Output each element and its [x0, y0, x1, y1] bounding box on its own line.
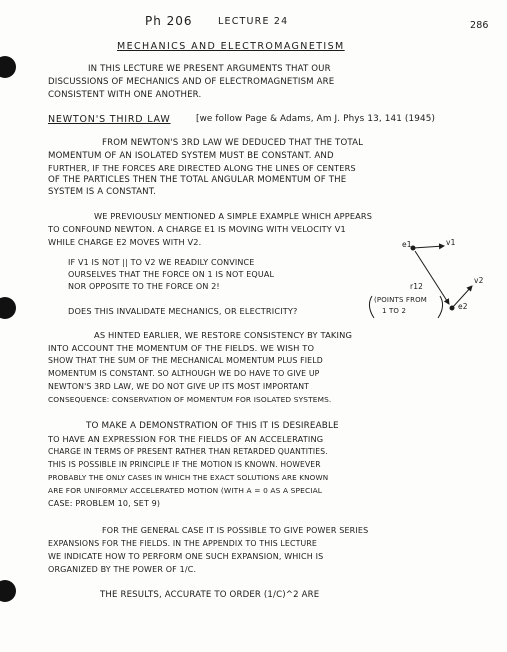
para5-line-3: CHARGE IN TERMS OF PRESENT RATHER THAN RETARDED QUANTITIES. — [48, 447, 328, 456]
intro-line-3: CONSISTENT WITH ONE ANOTHER. — [48, 90, 202, 100]
para6-line-2: EXPANSIONS FOR THE FIELDS. IN THE APPENDIX TO THIS LECTURE — [48, 539, 318, 548]
velocity-v1-arrow — [413, 246, 444, 248]
lecture-label: LECTURE 24 — [218, 16, 289, 27]
para1-line-2: MOMENTUM OF AN ISOLATED SYSTEM MUST BE CONSTANT. AND — [48, 151, 334, 161]
section-heading: NEWTON'S THIRD LAW — [48, 114, 171, 125]
label-e2: e2 — [458, 302, 468, 311]
para5-line-5: PROBABLY THE ONLY CASES IN WHICH THE EXACT SOLUTIONS ARE KNOWN — [48, 473, 329, 482]
para4-line-3: SHOW THAT THE SUM OF THE MECHANICAL MOMENTUM PLUS FIELD — [48, 356, 323, 365]
section-reference: [we follow Page & Adams, Am J. Phys 13, 141 (1945) — [196, 114, 436, 124]
para6-line-3: WE INDICATE HOW TO PERFORM ONE SUCH EXPANSION, WHICH IS — [48, 552, 324, 561]
para3-line-3: NOR OPPOSITE TO THE FORCE ON 2! — [68, 282, 220, 291]
label-r12: r12 — [410, 282, 424, 291]
diagram-note-line-1: (POINTS FROM — [374, 296, 427, 304]
para4-line-1: AS HINTED EARLIER, WE RESTORE CONSISTENCY BY TAKING — [94, 330, 353, 340]
para5-line-6: ARE FOR UNIFORMLY ACCELERATED MOTION (WITH A = 0 AS A SPECIAL — [48, 486, 323, 495]
para1-line-4: OF THE PARTICLES THEN THE TOTAL ANGULAR MOMENTUM OF THE — [48, 175, 347, 185]
para4-line-2: INTO ACCOUNT THE MOMENTUM OF THE FIELDS. WE WISH TO — [48, 343, 315, 353]
question-line: DOES THIS INVALIDATE MECHANICS, OR ELECTRICITY? — [68, 306, 298, 316]
para2-line-2: TO CONFOUND NEWTON. A CHARGE E1 IS MOVING WITH VELOCITY V1 — [48, 224, 346, 234]
para6-line-1: FOR THE GENERAL CASE IT IS POSSIBLE TO GIVE POWER SERIES — [102, 526, 369, 535]
para3-line-2: OURSELVES THAT THE FORCE ON 1 IS NOT EQUAL — [68, 270, 275, 279]
page-title: MECHANICS AND ELECTROMAGNETISM — [117, 41, 345, 52]
course-label: Ph 206 — [145, 14, 193, 28]
para4-line-6: CONSEQUENCE: CONSERVATION OF MOMENTUM FOR ISOLATED SYSTEMS. — [48, 395, 332, 404]
final-line: THE RESULTS, ACCURATE TO ORDER (1/C)^2 ARE — [100, 590, 320, 600]
para2-line-1: WE PREVIOUSLY MENTIONED A SIMPLE EXAMPLE WHICH APPEARS — [94, 211, 373, 221]
para1-line-5: SYSTEM IS A CONSTANT. — [48, 187, 156, 197]
para1-line-3: FURTHER, IF THE FORCES ARE DIRECTED ALONG THE LINES OF CENTERS — [48, 163, 356, 173]
para4-line-4: MOMENTUM IS CONSTANT. SO ALTHOUGH WE DO HAVE TO GIVE UP — [48, 369, 320, 378]
intro-line-2: DISCUSSIONS OF MECHANICS AND OF ELECTROMAGNETISM ARE — [48, 77, 335, 87]
label-v2: v2 — [474, 276, 484, 285]
para4-line-5: NEWTON'S 3RD LAW, WE DO NOT GIVE UP ITS MOST IMPORTANT — [48, 382, 310, 391]
label-e1: e1 — [402, 240, 412, 249]
label-v1: v1 — [446, 238, 456, 247]
para1-line-1: FROM NEWTON'S 3RD LAW WE DEDUCED THAT THE TOTAL — [102, 138, 364, 148]
para5-line-2: TO HAVE AN EXPRESSION FOR THE FIELDS OF AN ACCELERATING — [48, 434, 324, 444]
intro-line-1: IN THIS LECTURE WE PRESENT ARGUMENTS THAT OUR — [88, 64, 331, 74]
para5-line-7: CASE: PROBLEM 10, SET 9) — [48, 499, 161, 508]
para5-line-1: TO MAKE A DEMONSTRATION OF THIS IT IS DESIREABLE — [86, 421, 339, 431]
para2-line-3: WHILE CHARGE E2 MOVES WITH V2. — [48, 237, 202, 247]
diagram-note-line-2: 1 TO 2 — [382, 307, 407, 315]
page-number: 286 — [470, 20, 489, 31]
para5-line-4: THIS IS POSSIBLE IN PRINCIPLE IF THE MOTION IS KNOWN. HOWEVER — [48, 460, 321, 469]
para3-line-1: IF V1 IS NOT || TO V2 WE READILY CONVINCE — [68, 258, 255, 267]
para6-line-4: ORGANIZED BY THE POWER OF 1/C. — [48, 565, 197, 574]
